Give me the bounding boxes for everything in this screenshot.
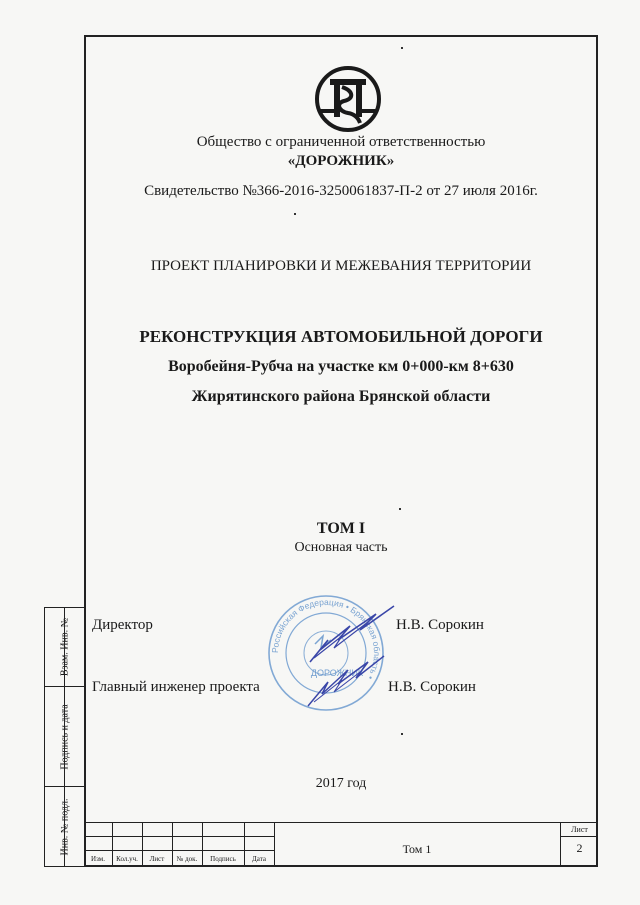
header-date: Дата: [252, 855, 266, 863]
scan-speck: [401, 733, 403, 735]
scan-speck: [399, 508, 401, 510]
title-line-2: Воробейня-Рубча на участке км 0+000-км 8+630: [168, 358, 514, 375]
sheet-number: 2: [576, 841, 583, 855]
header-izm: Изм.: [91, 855, 105, 863]
year: 2017 год: [315, 776, 367, 791]
volume-label: ТОМ I: [316, 520, 366, 537]
title-block: [84, 822, 598, 867]
org-certificate: Свидетельство №366-2016-3250061837-П-2 от 27 июля 2016г.: [144, 183, 538, 199]
doc-name-field: [274, 822, 560, 867]
sheet-label: Лист: [561, 823, 598, 837]
engineer-signature-icon: [298, 652, 388, 712]
signer-role-1: Директор: [92, 617, 153, 633]
header-kol-uch: Кол.уч.: [116, 855, 138, 863]
org-legal-form: Общество с ограниченной ответственностью: [196, 134, 486, 150]
signer-role-2: Главный инженер проекта: [92, 679, 260, 695]
side-stamp-column: [44, 607, 84, 867]
scan-speck: [401, 47, 403, 49]
project-type: ПРОЕКТ ПЛАНИРОВКИ И МЕЖЕВАНИЯ ТЕРРИТОРИИ: [150, 258, 532, 274]
signer-name-1: Н.В. Сорокин: [396, 617, 484, 633]
org-name: «ДОРОЖНИК»: [287, 153, 395, 169]
header-signature: Подпись: [210, 855, 236, 863]
seal-ring-text: Российская Федерация • Брянская область •: [269, 596, 383, 682]
scan-speck: [294, 213, 296, 215]
side-label-inv: Инв. № подл.: [59, 798, 70, 855]
side-label-vzam: Взам. Инв. №: [59, 617, 70, 677]
header-list: Лист: [149, 855, 165, 863]
sheet-cell: [560, 822, 598, 867]
side-label-podpis: Подпись и дата: [59, 703, 70, 770]
header-doc-no: № док.: [176, 855, 198, 863]
signer-name-2: Н.В. Сорокин: [388, 679, 476, 695]
side-divider: [64, 607, 65, 867]
title-line-3: Жирятинского района Брянской области: [191, 388, 491, 405]
company-logo-icon: [314, 65, 382, 133]
title-line-1: РЕКОНСТРУКЦИЯ АВТОМОБИЛЬНОЙ ДОРОГИ: [139, 327, 543, 346]
volume-subtitle: Основная часть: [294, 540, 388, 555]
seal-center-text: ДОРОЖНИК: [310, 668, 364, 678]
doc-name: Том 1: [402, 842, 432, 856]
